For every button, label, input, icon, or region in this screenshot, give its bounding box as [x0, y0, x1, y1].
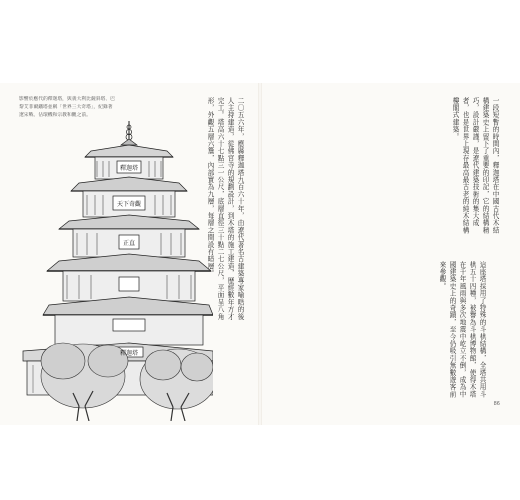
- left-page: [0, 83, 260, 425]
- image-caption: [19, 96, 169, 120]
- book-spread: [0, 83, 520, 425]
- caption-line-2: 黎艾菲爾鐵塔並稱「世界三大奇塔」，紀錄著: [19, 105, 113, 110]
- plaque-bottom: 釋迦塔: [119, 350, 139, 357]
- caption-line-3: 遼宋戰、佔環機和宗教和觀之前。: [19, 113, 91, 118]
- plaque-middle: 天下奇觀: [116, 201, 142, 208]
- right-page: [260, 83, 520, 425]
- plaque-lower: 正直: [122, 240, 136, 247]
- right-page-text-upper: 一段短暫的時間內，釋迦塔在中國古代木結構建築史上留下了重要的印記，它的結構精巧，設計嚴謹，是遼代建築技術的集大成者，也是世界上現存最高最古老的純木結構樓閣式建築。: [451, 97, 499, 234]
- caption-line-1: 影響於應代的釋迦塔，與義大利比薩斜塔、巴: [19, 97, 115, 102]
- plaque-top: 釋迦塔: [119, 165, 139, 172]
- left-page-text: 二〇五六年，應縣釋迦塔九百六十年，由遼代著名古建築專家喻晧的後人主持建造，從佛宮寺的規劃設計，到木塔的施工建造，歷經數年方才完工。塔高六十七點三一公尺，底層直徑三十點二七公尺，平面呈八角形，外觀五層六簷，內部實為九層，每層之間設有暗層。: [206, 97, 244, 321]
- page-number: 86: [493, 401, 500, 407]
- right-page-text-lower: 這座塔採用了特殊的斗栱結構，全塔共用斗栱五十四種，被譽為斗栱博物館，使得木塔在千年風雨與多次地震中屹立不倒，成為中國建築史上的奇蹟，至今仍吸引無數遊客前來參觀。: [438, 261, 486, 398]
